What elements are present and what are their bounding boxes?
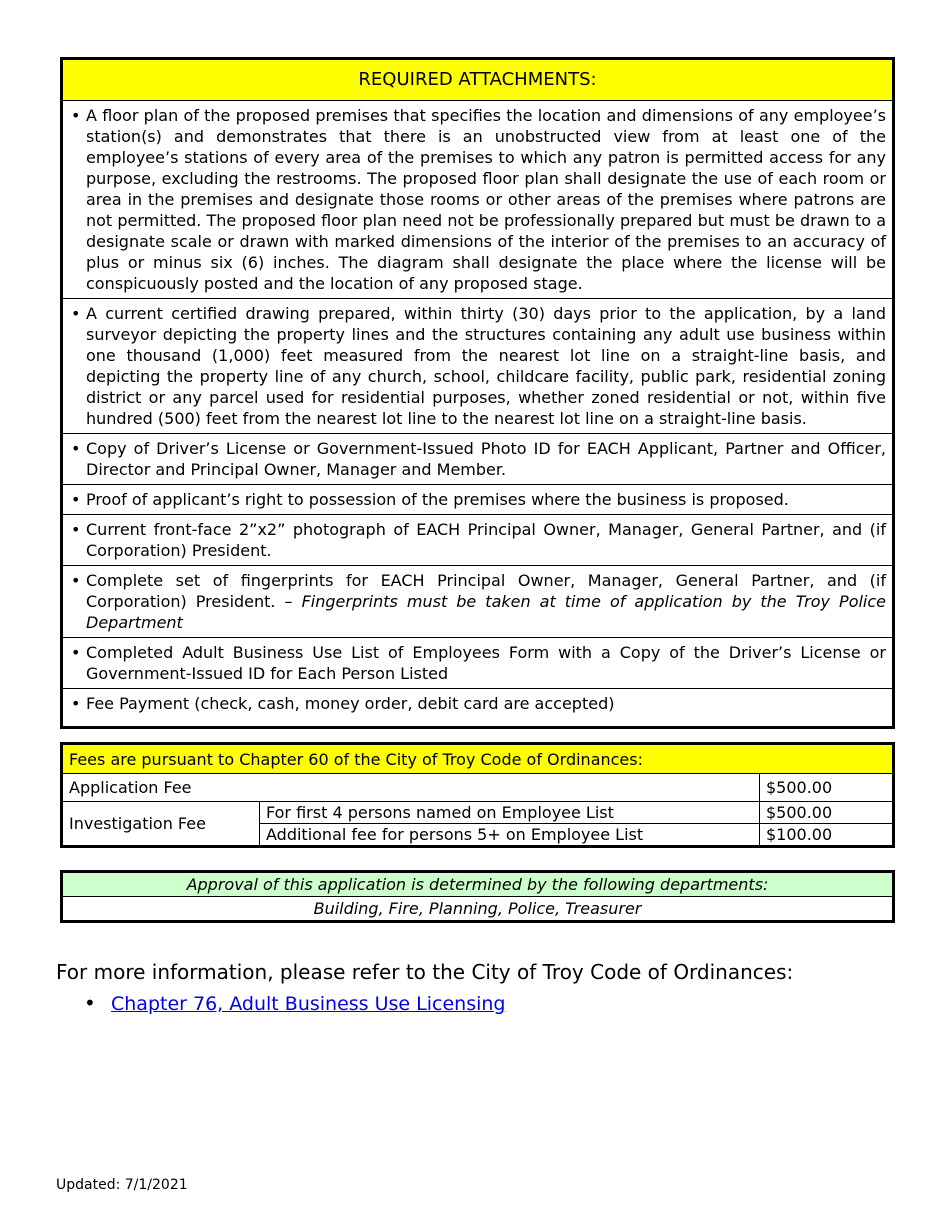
investigation-fee-amount: $500.00 (760, 802, 894, 824)
investigation-fee-desc: Additional fee for persons 5+ on Employee List (260, 824, 760, 847)
more-info-heading: For more information, please refer to the City of Troy Code of Ordinances: (56, 960, 794, 984)
bullet-icon: • (71, 439, 81, 458)
approval-departments-row (62, 897, 894, 922)
approval-header-row (62, 872, 894, 897)
attachment-item (63, 485, 892, 515)
attachment-text: Current front-face 2”x2” photograph of EACH Principal Owner, Manager, General Partner, and (if Corporation) President. (86, 520, 886, 560)
bullet-icon: • (71, 643, 81, 662)
chapter-76-link[interactable]: Chapter 76, Adult Business Use Licensing (111, 993, 506, 1015)
investigation-fee-label: Investigation Fee (62, 802, 260, 847)
attachment-item (63, 689, 892, 726)
attachment-item (63, 434, 892, 485)
approval-heading: Approval of this application is determined by the following departments: (62, 872, 894, 897)
bullet-icon: • (71, 106, 81, 125)
attachment-text: Copy of Driver’s License or Government-Issued Photo ID for EACH Applicant, Partner and Officer, Director and Principal Owner, Manager and Member. (86, 439, 886, 479)
application-fee-amount: $500.00 (760, 774, 894, 802)
fees-table (60, 742, 895, 848)
updated-date: Updated: 7/1/2021 (56, 1177, 188, 1193)
required-attachments-box (60, 57, 895, 729)
table-row (62, 774, 894, 802)
attachment-text: Proof of applicant’s right to possession of the premises where the business is proposed. (86, 490, 789, 509)
attachment-text: Fee Payment (check, cash, money order, debit card are accepted) (86, 694, 615, 713)
required-attachments-title: REQUIRED ATTACHMENTS: (63, 60, 892, 101)
attachment-text: Complete set of fingerprints for EACH Principal Owner, Manager, General Partner, and (if Corporation) President. – (86, 571, 886, 611)
attachment-text: Completed Adult Business Use List of Employees Form with a Copy of the Driver’s License or Government-Issued ID for Each Person Listed (86, 643, 886, 683)
bullet-icon: • (71, 490, 81, 509)
bullet-icon: • (84, 991, 96, 1015)
attachment-item (63, 638, 892, 689)
fees-title: Fees are pursuant to Chapter 60 of the City of Troy Code of Ordinances: (62, 744, 894, 774)
bullet-icon: • (71, 520, 81, 539)
bullet-icon: • (71, 304, 81, 323)
link-list-item (84, 991, 505, 1015)
approval-departments: Building, Fire, Planning, Police, Treasurer (62, 897, 894, 922)
bullet-icon: • (71, 571, 81, 590)
investigation-fee-amount: $100.00 (760, 824, 894, 847)
investigation-fee-desc: For first 4 persons named on Employee List (260, 802, 760, 824)
application-fee-label: Application Fee (62, 774, 760, 802)
bullet-icon: • (71, 694, 81, 713)
table-row (62, 802, 894, 824)
attachment-text: A floor plan of the proposed premises that specifies the location and dimensions of any employee’s station(s) and demonstrates that there is an unobstructed view from at least one of the employee’s stations of every area of the premises to which any patron is permitted access for any purpose, excluding the restrooms. The proposed floor plan shall designate the use of each room or area in the premises and designate those rooms or other areas of the premises where patrons are not permitted. The proposed floor plan need not be professionally prepared but must be drawn to a designate scale or drawn with marked dimensions of the interior of the premises to an accuracy of plus or minus six (6) inches. The diagram shall designate the place where the license will be conspicuously posted and the location of any proposed stage. (86, 106, 886, 293)
fees-header-row (62, 744, 894, 774)
attachment-text: A current certified drawing prepared, within thirty (30) days prior to the application, by a land surveyor depicting the property lines and the structures containing any adult use business within one thousand (1,000) feet measured from the nearest lot line on a straight-line basis, and depicting the property line of any church, school, childcare facility, public park, residential zoning district or any parcel used for residential purposes, whether zoned residential or not, within five hundred (500) feet from the nearest lot line to the nearest lot line on a straight-line basis. (86, 304, 886, 428)
attachment-item (63, 566, 892, 638)
attachment-item (63, 299, 892, 434)
attachment-item (63, 101, 892, 299)
attachment-item (63, 515, 892, 566)
approval-box (60, 870, 895, 923)
fingerprint-note: Fingerprints must be taken at time of application by the Troy Police Department (86, 592, 887, 632)
